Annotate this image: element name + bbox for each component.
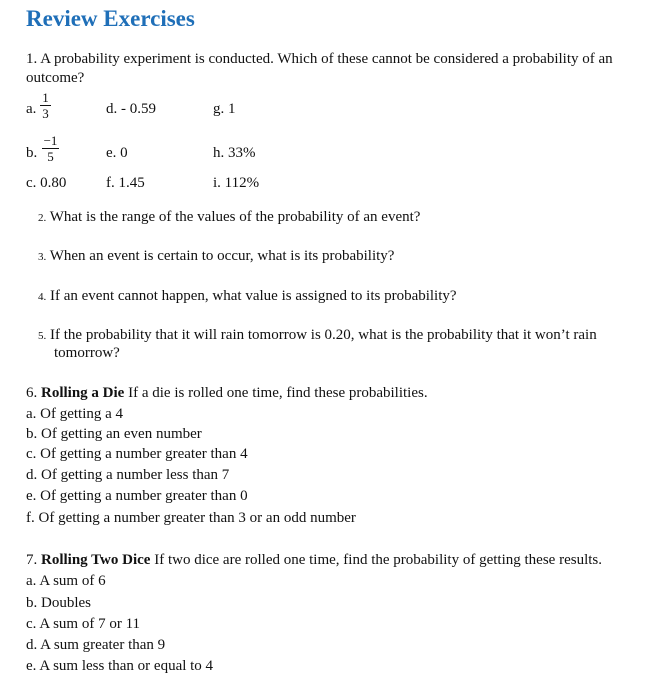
option-h: h. 33% xyxy=(213,145,256,161)
question-2 xyxy=(38,209,420,226)
question-3 xyxy=(38,248,394,265)
question-7-header xyxy=(26,552,602,569)
option-g: g. 1 xyxy=(213,101,236,117)
question-6-item: e. Of getting a number greater than 0 xyxy=(26,488,248,504)
option-d: d. - 0.59 xyxy=(106,101,156,117)
question-1-line-1 xyxy=(26,51,613,68)
question-7-item: d. A sum greater than 9 xyxy=(26,637,166,653)
question-3-number: 3. xyxy=(38,251,47,263)
option-i: i. 112% xyxy=(213,175,260,191)
question-5-line-2: tomorrow? xyxy=(54,345,120,361)
question-7-item: e. A sum less than or equal to 4 xyxy=(26,658,214,674)
option-a-numerator: 1 xyxy=(42,90,49,105)
question-6-header xyxy=(26,385,428,402)
option-b-fraction xyxy=(42,134,59,163)
page-title: Review Exercises xyxy=(26,6,195,31)
question-6-item: c. Of getting a number greater than 4 xyxy=(26,446,248,462)
option-b-denominator: 5 xyxy=(47,149,54,164)
question-4-text: If an event cannot happen, what value is assigned to its probability? xyxy=(50,288,457,304)
question-1-number: 1. xyxy=(26,51,38,67)
question-4-number: 4. xyxy=(38,291,47,303)
question-7-item: b. Doubles xyxy=(26,595,91,611)
question-6-number: 6. xyxy=(26,385,38,401)
question-6-item: b. Of getting an even number xyxy=(26,426,202,442)
question-2-text: What is the range of the values of the probability of an event? xyxy=(49,209,421,225)
option-e: e. 0 xyxy=(106,145,128,161)
question-1-line-2: outcome? xyxy=(26,70,85,86)
option-b-label: b. xyxy=(26,145,38,161)
question-7-item: c. A sum of 7 or 11 xyxy=(26,616,141,632)
question-6-item: a. Of getting a 4 xyxy=(26,406,124,422)
question-5-text: If the probability that it will rain tomorrow is 0.20, what is the probability that it won’t rain xyxy=(50,327,597,343)
question-6-item: d. Of getting a number less than 7 xyxy=(26,467,230,483)
question-2-number: 2. xyxy=(38,212,47,224)
question-7-item: a. A sum of 6 xyxy=(26,573,106,589)
option-c: c. 0.80 xyxy=(26,175,67,191)
question-6-heading: Rolling a Die xyxy=(41,385,125,401)
question-5-line-1 xyxy=(38,327,597,344)
option-b-numerator: −1 xyxy=(43,133,58,148)
option-a-fraction xyxy=(40,91,51,120)
question-4 xyxy=(38,288,457,305)
question-7-number: 7. xyxy=(26,552,38,568)
option-a-denominator: 3 xyxy=(42,106,49,121)
option-a-label: a. xyxy=(26,101,37,117)
question-1-text: A probability experiment is conducted. Which of these cannot be considered a probability of an xyxy=(40,51,613,67)
question-6-text: If a die is rolled one time, find these probabilities. xyxy=(124,385,428,401)
question-5-number: 5. xyxy=(38,330,47,342)
question-3-text: When an event is certain to occur, what is its probability? xyxy=(49,248,395,264)
question-7-text: If two dice are rolled one time, find the probability of getting these results. xyxy=(150,552,602,568)
question-7-heading: Rolling Two Dice xyxy=(41,552,151,568)
question-6-item: f. Of getting a number greater than 3 or an odd number xyxy=(26,510,356,526)
option-f: f. 1.45 xyxy=(106,175,145,191)
